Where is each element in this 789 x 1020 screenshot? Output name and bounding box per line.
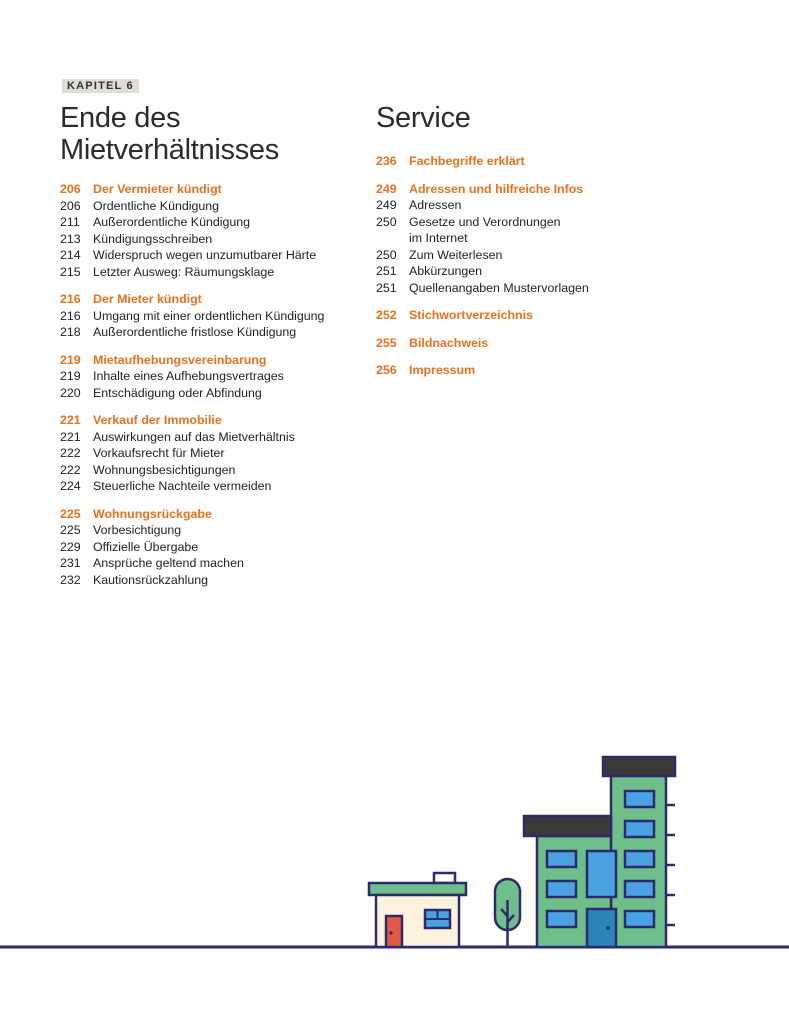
toc-page-number: 252 [376, 308, 397, 322]
toc-page-number: 256 [376, 363, 397, 377]
toc-page-number: 251 [376, 280, 397, 295]
toc-entry-label: Vorkaufsrecht für Mieter [93, 446, 225, 460]
toc-page-number: 222 [60, 462, 81, 477]
toc-section [60, 412, 370, 495]
toc-section [376, 181, 706, 297]
toc-entry-label: Vorbesichtigung [93, 523, 182, 537]
toc-section-heading[interactable] [60, 291, 370, 308]
toc-entry[interactable] [60, 539, 370, 556]
chapter-title [60, 102, 360, 166]
toc-page-number: 221 [60, 413, 81, 427]
toc-entry-label: Widerspruch wegen unzumutbarer Härte [93, 248, 317, 262]
toc-entry-label: Ansprüche geltend machen [93, 556, 244, 570]
toc-entry[interactable] [60, 445, 370, 462]
toc-entry-label: Steuerliche Nachteile vermeiden [93, 479, 272, 493]
toc-page-number: 232 [60, 572, 81, 587]
toc-entry[interactable] [60, 231, 370, 248]
toc-section [376, 362, 706, 379]
toc-section-heading[interactable] [60, 352, 370, 369]
toc-entry-label: Kündigungsschreiben [93, 231, 213, 246]
chapter-title-line2: Mietverhältnisses [60, 134, 279, 166]
toc-section-title: Mietaufhebungsvereinbarung [93, 352, 267, 367]
tree-icon [495, 879, 520, 947]
toc-section-heading[interactable] [376, 153, 706, 170]
toc-entry-label: im Internet [409, 231, 468, 245]
toc-entry[interactable] [60, 368, 370, 385]
toc-page-number: 250 [376, 214, 397, 229]
toc-entry[interactable] [60, 572, 370, 589]
toc-page-number: 218 [60, 325, 81, 339]
toc-entry-label: Adressen [409, 198, 462, 212]
toc-entry[interactable] [376, 280, 706, 297]
toc-section-title: Wohnungsrückgabe [93, 506, 212, 521]
toc-left-column [60, 181, 370, 599]
toc-entry-label: Abkürzungen [409, 264, 483, 278]
toc-section [60, 291, 370, 341]
toc-entry-label: Auswirkungen auf das Mietverhältnis [93, 429, 295, 444]
toc-entry-label: Zum Weiterlesen [409, 247, 503, 262]
toc-page-number: 249 [376, 181, 397, 196]
toc-section-title: Fachbegriffe erklärt [409, 154, 525, 168]
toc-page-number: 219 [60, 352, 81, 367]
toc-section-title: Impressum [409, 363, 476, 377]
toc-entry[interactable] [60, 308, 370, 325]
toc-page-number: 250 [376, 247, 397, 262]
toc-section-heading[interactable] [376, 335, 706, 352]
toc-entry-label: Umgang mit einer ordentlichen Kündigung [93, 308, 325, 323]
toc-entry-label: Außerordentliche fristlose Kündigung [93, 325, 297, 339]
house-icon [369, 873, 466, 947]
toc-section-title: Der Vermieter kündigt [93, 182, 222, 196]
toc-page-number: 216 [60, 292, 81, 306]
buildings-illustration [0, 740, 789, 960]
toc-entry[interactable] [60, 198, 370, 215]
chapter-badge: KAPITEL 6 [62, 79, 139, 93]
toc-entry[interactable] [376, 197, 706, 214]
toc-section-heading[interactable] [376, 181, 706, 198]
toc-section-heading[interactable] [60, 412, 370, 429]
toc-entry[interactable] [376, 230, 706, 247]
toc-page-number: 206 [60, 198, 81, 213]
toc-entry[interactable] [60, 462, 370, 479]
toc-page-number [376, 230, 409, 247]
chapter-title-line1: Ende des [60, 102, 181, 134]
toc-page-number: 215 [60, 264, 81, 279]
toc-entry-label: Gesetze und Verordnungen [409, 214, 561, 229]
toc-entry[interactable] [60, 214, 370, 231]
toc-page-number: 219 [60, 369, 81, 383]
toc-page-number: 249 [376, 198, 397, 212]
toc-section [376, 307, 706, 324]
toc-page-number: 220 [60, 385, 81, 400]
toc-section-title: Verkauf der Immobilie [93, 413, 222, 427]
toc-page-number: 231 [60, 556, 81, 570]
toc-page-number: 213 [60, 231, 81, 246]
toc-page-number: 216 [60, 308, 81, 323]
toc-entry-label: Inhalte eines Aufhebungsvertrages [93, 369, 284, 383]
toc-entry[interactable] [60, 247, 370, 264]
toc-entry[interactable] [60, 478, 370, 495]
toc-page-number: 211 [60, 215, 80, 229]
toc-entry-label: Außerordentliche Kündigung [93, 215, 251, 229]
toc-entry-label: Quellenangaben Mustervorlagen [409, 280, 589, 295]
toc-section-title: Adressen und hilfreiche Infos [409, 181, 584, 196]
toc-section-heading[interactable] [376, 307, 706, 324]
toc-section-title: Bildnachweis [409, 335, 489, 350]
toc-page-number: 225 [60, 506, 81, 521]
toc-right-column [376, 153, 706, 390]
toc-entry[interactable] [60, 385, 370, 402]
toc-section [60, 506, 370, 589]
toc-page-number: 214 [60, 248, 81, 262]
toc-page-number: 236 [376, 154, 397, 168]
toc-section-title: Der Mieter kündigt [93, 292, 202, 306]
toc-entry-label: Wohnungsbesichtigungen [93, 462, 236, 477]
toc-section [60, 352, 370, 402]
toc-entry-label: Ordentliche Kündigung [93, 198, 220, 213]
toc-entry-label: Kautionsrückzahlung [93, 572, 209, 587]
toc-page-number: 255 [376, 335, 397, 350]
toc-entry[interactable] [376, 247, 706, 264]
toc-entry[interactable] [376, 214, 706, 231]
toc-section-heading[interactable] [60, 181, 370, 198]
toc-section-heading[interactable] [60, 506, 370, 523]
toc-entry[interactable] [60, 429, 370, 446]
toc-section [376, 153, 706, 170]
toc-page-number: 206 [60, 182, 81, 196]
apartment-building-icon [524, 757, 675, 947]
toc-page-number: 229 [60, 539, 81, 554]
toc-section-title: Stichwortverzeichnis [409, 308, 533, 322]
toc-page-number: 224 [60, 479, 81, 493]
toc-page-number: 221 [60, 429, 81, 444]
toc-entry-label: Letzter Ausweg: Räumungsklage [93, 264, 275, 279]
toc-entry[interactable] [376, 263, 706, 280]
toc-entry-label: Offizielle Übergabe [93, 539, 199, 554]
toc-entry[interactable] [60, 522, 370, 539]
toc-entry[interactable] [60, 264, 370, 281]
toc-page-number: 251 [376, 264, 397, 278]
toc-entry-label: Entschädigung oder Abfindung [93, 385, 262, 400]
toc-section [60, 181, 370, 280]
toc-entry[interactable] [60, 324, 370, 341]
toc-section-heading[interactable] [376, 362, 706, 379]
toc-section [376, 335, 706, 352]
toc-entry[interactable] [60, 555, 370, 572]
toc-page-number: 225 [60, 523, 81, 537]
service-title: Service [376, 102, 471, 134]
toc-page-number: 222 [60, 446, 81, 460]
